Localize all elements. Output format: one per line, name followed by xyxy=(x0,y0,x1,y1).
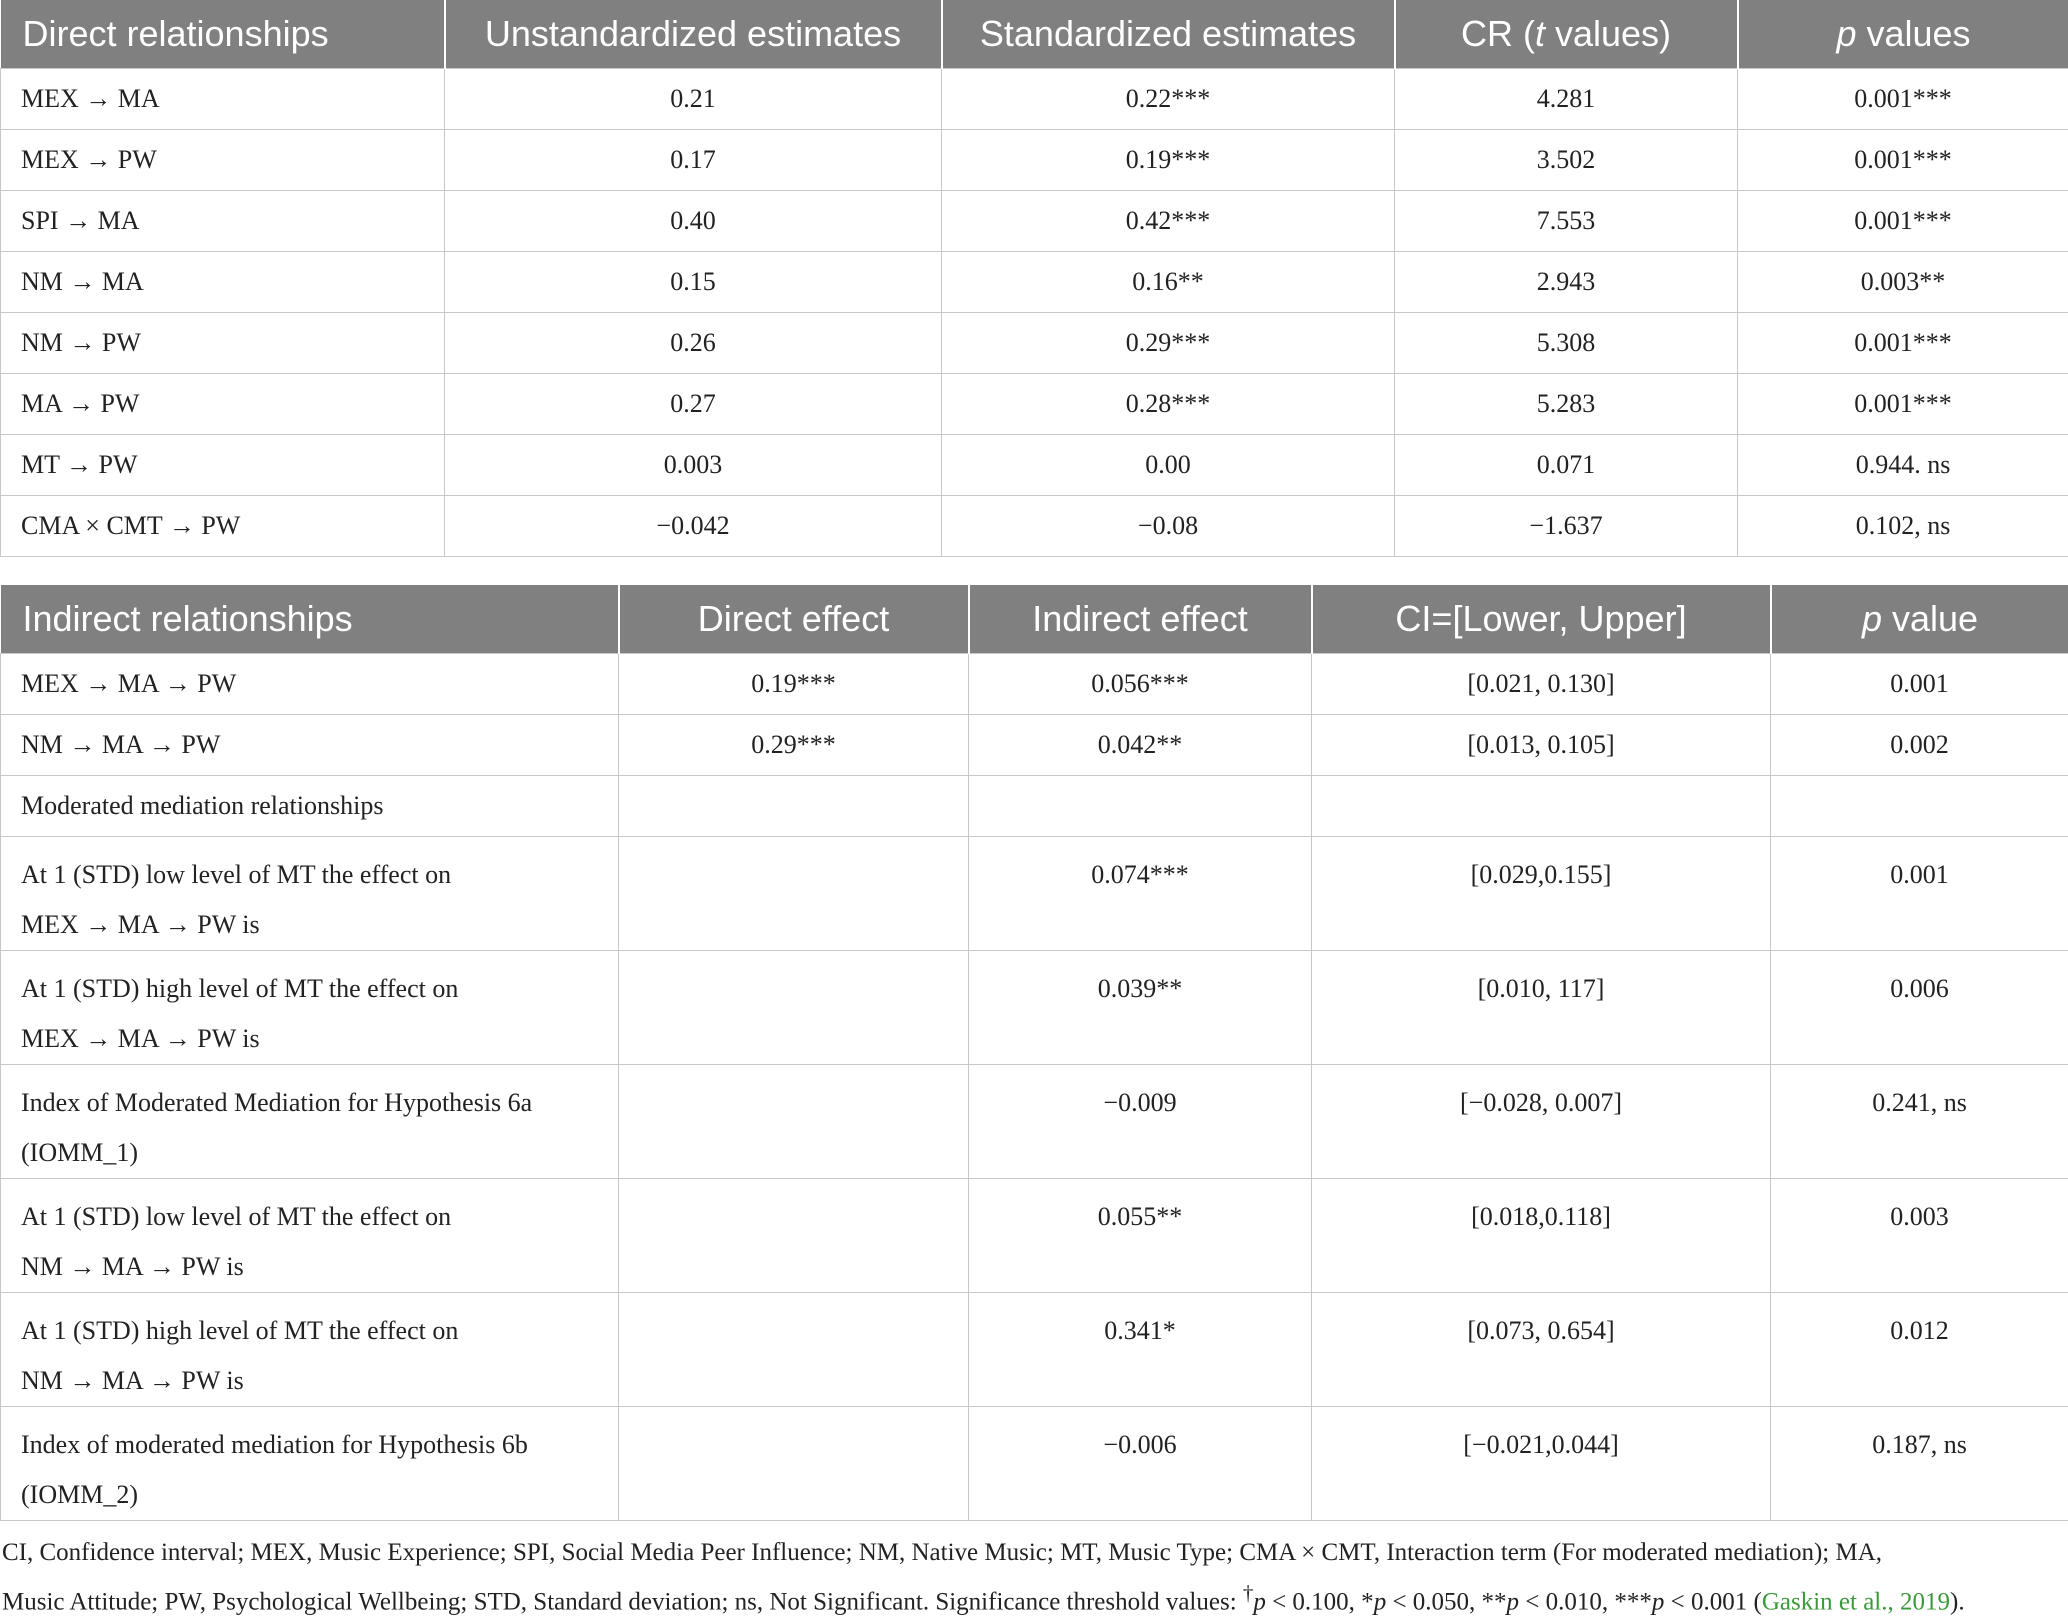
direct-table-row xyxy=(1,435,2068,496)
p-value-cell: 0.002 xyxy=(1771,715,2068,776)
cr-cell: 5.308 xyxy=(1395,313,1738,374)
indirect-effect-cell: 0.055** xyxy=(969,1179,1312,1293)
threshold-3: < 0.010, *** xyxy=(1519,1588,1652,1615)
relationship-line-2: NM → MA → PW is xyxy=(21,1242,598,1292)
p-value-cell xyxy=(1771,776,2068,837)
p-symbol: p xyxy=(1652,1588,1665,1615)
direct-table-row xyxy=(1,69,2068,130)
values-label: values) xyxy=(1545,13,1671,54)
relationship-cell: MEX → MA xyxy=(1,69,445,130)
direct-effect-cell xyxy=(619,1293,969,1407)
direct-table-row xyxy=(1,313,2068,374)
footnote-text: Music Attitude; PW, Psychological Wellbeing; STD, Standard deviation; ns, Not Significant. Significance threshold values: xyxy=(2,1588,1243,1615)
ci-cell: [−0.021,0.044] xyxy=(1312,1407,1771,1521)
indirect-header-indirect-effect: Indirect effect xyxy=(969,585,1312,654)
relationship-cell: NM → PW xyxy=(1,313,445,374)
relationship-cell: MA → PW xyxy=(1,374,445,435)
table-footnote xyxy=(0,1521,2068,1622)
direct-effect-cell xyxy=(619,837,969,951)
direct-table-row xyxy=(1,496,2068,557)
unstandardized-cell: 0.26 xyxy=(445,313,942,374)
indirect-table-row xyxy=(1,1407,2068,1521)
p-symbol: p xyxy=(1507,1588,1520,1615)
standardized-cell: 0.19*** xyxy=(942,130,1395,191)
standardized-cell: 0.22*** xyxy=(942,69,1395,130)
direct-table-row xyxy=(1,374,2068,435)
indirect-effect-cell: 0.039** xyxy=(969,951,1312,1065)
p-value-cell: 0.001*** xyxy=(1738,313,2068,374)
indirect-header-direct-effect: Direct effect xyxy=(619,585,969,654)
p-italic: p xyxy=(1862,598,1882,639)
indirect-effect-cell xyxy=(969,776,1312,837)
relationship-cell: NM → MA xyxy=(1,252,445,313)
indirect-effect-cell: 0.042** xyxy=(969,715,1312,776)
p-italic: p xyxy=(1836,13,1856,54)
direct-effect-cell: 0.19*** xyxy=(619,654,969,715)
direct-header-cr xyxy=(1395,0,1738,69)
cr-cell: 5.283 xyxy=(1395,374,1738,435)
relationship-line-1: At 1 (STD) low level of MT the effect on xyxy=(21,850,598,900)
relationship-line-2: (IOMM_1) xyxy=(21,1128,598,1178)
unstandardized-cell: 0.40 xyxy=(445,191,942,252)
relationship-cell: NM → MA → PW xyxy=(1,715,619,776)
ci-cell: [0.021, 0.130] xyxy=(1312,654,1771,715)
relationship-line-2: (IOMM_2) xyxy=(21,1470,598,1520)
direct-header-unstandardized: Unstandardized estimates xyxy=(445,0,942,69)
indirect-table-body xyxy=(1,654,2068,1521)
standardized-cell: 0.16** xyxy=(942,252,1395,313)
cr-cell: 2.943 xyxy=(1395,252,1738,313)
relationship-line-1: At 1 (STD) high level of MT the effect on xyxy=(21,964,598,1014)
indirect-table-row xyxy=(1,654,2068,715)
cr-label: CR ( xyxy=(1461,13,1535,54)
direct-table-row xyxy=(1,130,2068,191)
indirect-effect-cell: 0.074*** xyxy=(969,837,1312,951)
relationship-cell: CMA × CMT → PW xyxy=(1,496,445,557)
direct-table-row xyxy=(1,191,2068,252)
indirect-effect-cell: −0.009 xyxy=(969,1065,1312,1179)
ci-cell: [0.013, 0.105] xyxy=(1312,715,1771,776)
footnote-line-1: CI, Confidence interval; MEX, Music Experience; SPI, Social Media Peer Influence; NM, Native Music; MT, Music Type; CMA × CMT, Interaction term (For moderated mediation); MA, xyxy=(2,1533,2066,1573)
standardized-cell: 0.29*** xyxy=(942,313,1395,374)
p-symbol: p xyxy=(1374,1588,1387,1615)
relationship-cell: MEX → MA → PW xyxy=(1,654,619,715)
indirect-table-row xyxy=(1,715,2068,776)
dagger-symbol: † xyxy=(1243,1581,1253,1605)
threshold-4: < 0.001 ( xyxy=(1664,1588,1761,1615)
direct-header-row xyxy=(1,0,2068,69)
p-value-cell: 0.001*** xyxy=(1738,191,2068,252)
direct-effect-cell: 0.29*** xyxy=(619,715,969,776)
unstandardized-cell: 0.003 xyxy=(445,435,942,496)
relationship-cell xyxy=(1,1407,619,1521)
direct-effect-cell xyxy=(619,1179,969,1293)
cr-cell: −1.637 xyxy=(1395,496,1738,557)
value-label: value xyxy=(1882,598,1978,639)
relationship-cell: SPI → MA xyxy=(1,191,445,252)
cr-cell: 0.071 xyxy=(1395,435,1738,496)
p-value-cell: 0.241, ns xyxy=(1771,1065,2068,1179)
direct-header-p xyxy=(1738,0,2068,69)
cr-cell: 3.502 xyxy=(1395,130,1738,191)
relationship-line-1: Index of Moderated Mediation for Hypothesis 6a xyxy=(21,1078,598,1128)
indirect-header-ci: CI=[Lower, Upper] xyxy=(1312,585,1771,654)
unstandardized-cell: −0.042 xyxy=(445,496,942,557)
indirect-header-row xyxy=(1,585,2068,654)
indirect-table-row xyxy=(1,1065,2068,1179)
p-value-cell: 0.001 xyxy=(1771,654,2068,715)
relationship-cell xyxy=(1,1065,619,1179)
ci-cell: [0.010, 117] xyxy=(1312,951,1771,1065)
cr-cell: 7.553 xyxy=(1395,191,1738,252)
indirect-table-row xyxy=(1,1293,2068,1407)
relationship-cell: Moderated mediation relationships xyxy=(1,776,619,837)
p-value-cell: 0.006 xyxy=(1771,951,2068,1065)
p-value-cell: 0.001*** xyxy=(1738,69,2068,130)
direct-table-body xyxy=(1,69,2068,557)
p-value-cell: 0.012 xyxy=(1771,1293,2068,1407)
direct-effect-cell xyxy=(619,776,969,837)
direct-effect-cell xyxy=(619,951,969,1065)
cr-cell: 4.281 xyxy=(1395,69,1738,130)
p-value-cell: 0.001*** xyxy=(1738,130,2068,191)
relationship-line-2: MEX → MA → PW is xyxy=(21,900,598,950)
indirect-effect-cell: 0.056*** xyxy=(969,654,1312,715)
indirect-effect-cell: 0.341* xyxy=(969,1293,1312,1407)
indirect-header-p xyxy=(1771,585,2068,654)
footnote-end: ). xyxy=(1950,1588,1965,1615)
p-value-cell: 0.001 xyxy=(1771,837,2068,951)
unstandardized-cell: 0.21 xyxy=(445,69,942,130)
relationship-cell xyxy=(1,951,619,1065)
unstandardized-cell: 0.17 xyxy=(445,130,942,191)
p-value-cell: 0.003** xyxy=(1738,252,2068,313)
ci-cell xyxy=(1312,776,1771,837)
relationship-cell: MT → PW xyxy=(1,435,445,496)
direct-header-standardized: Standardized estimates xyxy=(942,0,1395,69)
indirect-relationships-table xyxy=(0,585,2068,1521)
indirect-table-row xyxy=(1,1179,2068,1293)
standardized-cell: 0.00 xyxy=(942,435,1395,496)
ci-cell: [0.073, 0.654] xyxy=(1312,1293,1771,1407)
relationship-cell: MEX → PW xyxy=(1,130,445,191)
unstandardized-cell: 0.27 xyxy=(445,374,942,435)
standardized-cell: 0.42*** xyxy=(942,191,1395,252)
indirect-header-relationship: Indirect relationships xyxy=(1,585,619,654)
p-value-cell: 0.102, ns xyxy=(1738,496,2068,557)
standardized-cell: 0.28*** xyxy=(942,374,1395,435)
relationship-line-2: NM → MA → PW is xyxy=(21,1356,598,1406)
p-value-cell: 0.001*** xyxy=(1738,374,2068,435)
ci-cell: [−0.028, 0.007] xyxy=(1312,1065,1771,1179)
direct-effect-cell xyxy=(619,1065,969,1179)
direct-effect-cell xyxy=(619,1407,969,1521)
citation-link[interactable]: Gaskin et al., 2019 xyxy=(1762,1588,1950,1615)
relationship-line-1: At 1 (STD) high level of MT the effect on xyxy=(21,1306,598,1356)
ci-cell: [0.029,0.155] xyxy=(1312,837,1771,951)
indirect-table-row xyxy=(1,951,2068,1065)
p-symbol: p xyxy=(1253,1588,1266,1615)
relationship-line-2: MEX → MA → PW is xyxy=(21,1014,598,1064)
relationship-cell xyxy=(1,1293,619,1407)
indirect-table-row xyxy=(1,837,2068,951)
direct-header-relationship: Direct relationships xyxy=(1,0,445,69)
p-value-cell: 0.003 xyxy=(1771,1179,2068,1293)
p-value-cell: 0.944. ns xyxy=(1738,435,2068,496)
relationship-line-1: Index of moderated mediation for Hypothesis 6b xyxy=(21,1420,598,1470)
indirect-effect-cell: −0.006 xyxy=(969,1407,1312,1521)
relationship-cell xyxy=(1,1179,619,1293)
standardized-cell: −0.08 xyxy=(942,496,1395,557)
values-label: values xyxy=(1856,13,1970,54)
ci-cell: [0.018,0.118] xyxy=(1312,1179,1771,1293)
indirect-table-row xyxy=(1,776,2068,837)
relationship-line-1: At 1 (STD) low level of MT the effect on xyxy=(21,1192,598,1242)
threshold-1: < 0.100, * xyxy=(1266,1588,1374,1615)
p-value-cell: 0.187, ns xyxy=(1771,1407,2068,1521)
direct-relationships-table xyxy=(0,0,2068,557)
relationship-cell xyxy=(1,837,619,951)
unstandardized-cell: 0.15 xyxy=(445,252,942,313)
direct-table-row xyxy=(1,252,2068,313)
t-italic: t xyxy=(1535,13,1545,54)
threshold-2: < 0.050, ** xyxy=(1386,1588,1506,1615)
